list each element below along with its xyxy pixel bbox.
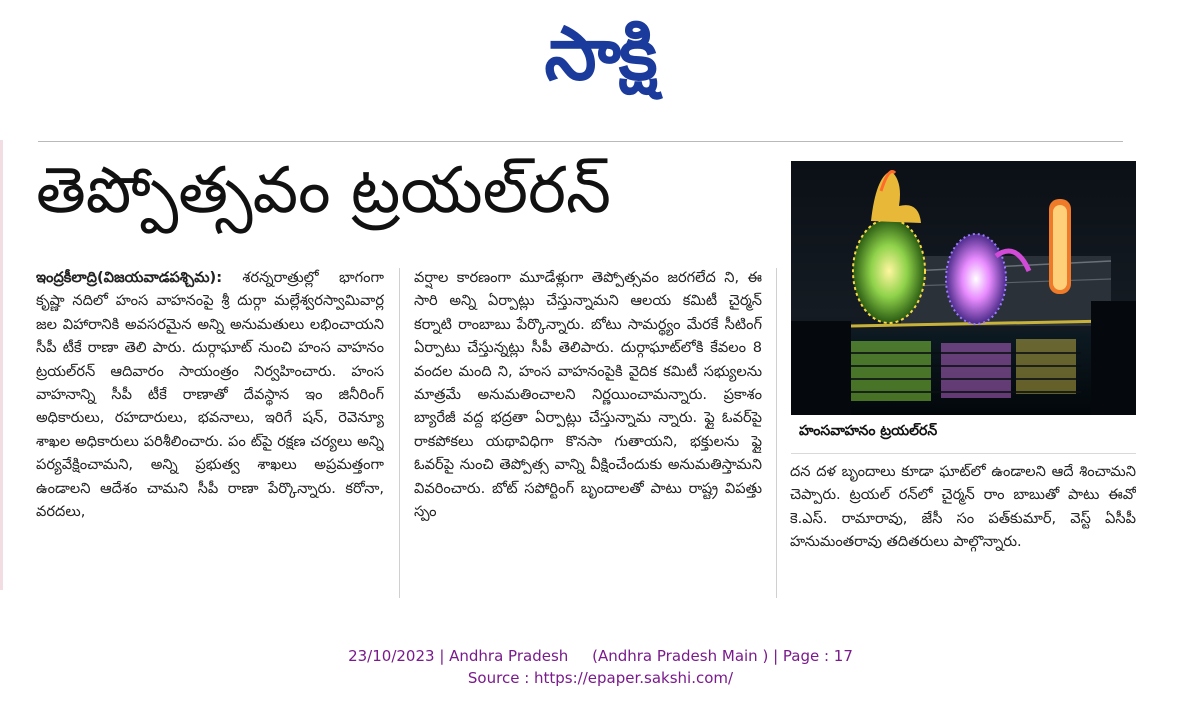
column-2-text: వర్షాల కారణంగా మూడేళ్లుగా తెప్పోత్సవం జరగలేద ని, ఈ సారి అన్ని ఏర్పాట్లు చేస్తున్నామని ఆలయ కమిటీ చైర్మన్‌ కర్నాటి రాంబాబు పేర్కొన్నారు. బోటు సామర్థ్యం మేరకే సీటింగ్‌ ఏర్పాటు చేస్తున్నట్లు సీపీ తెలిపారు. దుర్గాఘాట్‌లోకి కేవలం 8 వందల మంది ని, హంస వాహనంపైకి వైదిక కమిటీ సభ్యులను మాత్రమే అనుమతించాలని నిర్ణయించామన్నారు. ప్రకాశం బ్యారేజీ వద్ద భద్రతా ఏర్పాట్లు చేస్తున్నామ న్నారు. ఫ్లై ఓవర్‌పై రాకపోకలు యథావిధిగా కొనసా గుతాయని, భక్తులను ఫ్లై ఓవర్‌పై నుంచి తెప్పోత్స వాన్ని వీక్షించేందుకు అనుమతిస్తామని వివరించారు. బోట్‌ సపోర్టింగ్‌ బృందాలతో పాటు రాష్ట్ర విపత్తు స్పం [414,269,762,521]
masthead [0,0,1201,140]
column-divider [399,268,400,598]
sakshi-logo: సాక్షి [544,11,656,97]
footer-publication-info: 23/10/2023 | Andhra Pradesh (Andhra Pradesh Main ) | Page : 17 [348,647,853,665]
dateline: ఇంద్రకీలాద్రి(విజయవాడపశ్చిమ): [36,269,223,286]
photo-caption-box [791,415,1136,454]
article-column-2 [414,266,762,596]
column-1-text: శరన్నరాత్రుల్లో భాగంగా కృష్ణా నదిలో హంస వాహనంపై శ్రీ దుర్గా మల్లేశ్వరస్వామివార్ల జల విహారానికి అవసరమైన అన్ని అనుమతులు లభించాయని సీపీ టీకే రాణా తెలి పారు. దుర్గాఘాట్‌ నుంచి హంస వాహనం ట్రయల్‌రన్‌ ఆదివారం సాయంత్రం నిర్వహించారు. హంస వాహనాన్ని సీపీ టీకే రాణాతో దేవస్థాన ఇం జినీరింగ్‌ అధికారులు, రహదారులు, భవనాలు, ఇరిగే షన్‌, రెవెన్యూ శాఖల అధికారులు పరిశీలించారు. పం ట్‌పై రక్షణ చర్యలు అన్ని పర్యవేక్షించామని, అన్ని ప్రభుత్వ శాఖలు అప్రమత్తంగా ఉండాలని ఆదేశం చామని సీపీ రాణా పేర్కొన్నారు. కరోనా, వరదలు, [36,269,384,521]
article-column-3 [790,460,1136,600]
column-3-text: దన దళ బృందాలు కూడా ఘాట్‌లో ఉండాలని ఆదే శించామని చెప్పారు. ట్రయల్‌ రన్‌లో చైర్మన్‌ రాం బాబుతో పాటు ఈవో కె.ఎస్‌. రామారావు, జేసీ సం పత్‌కుమార్‌, వెస్ట్‌ ఏసీపీ హనుమంతరావు తదితరులు పాల్గొన్నారు. [790,463,1136,551]
column-divider [776,268,777,598]
article-column-1 [36,266,384,596]
photo-illustration [791,161,1136,415]
header-rule [38,141,1123,142]
hamsa-vahanam-photo [791,161,1136,415]
footer-source-link[interactable]: Source : https://epaper.sakshi.com/ [467,669,734,687]
photo-caption: హంసవాహనం ట్రయల్‌రన్‌ [799,423,938,439]
page-edge-marker [0,140,3,590]
article-headline: తెప్పోత్సవం ట్రయల్‌రన్‌ [36,154,611,228]
page-footer [0,645,1201,689]
